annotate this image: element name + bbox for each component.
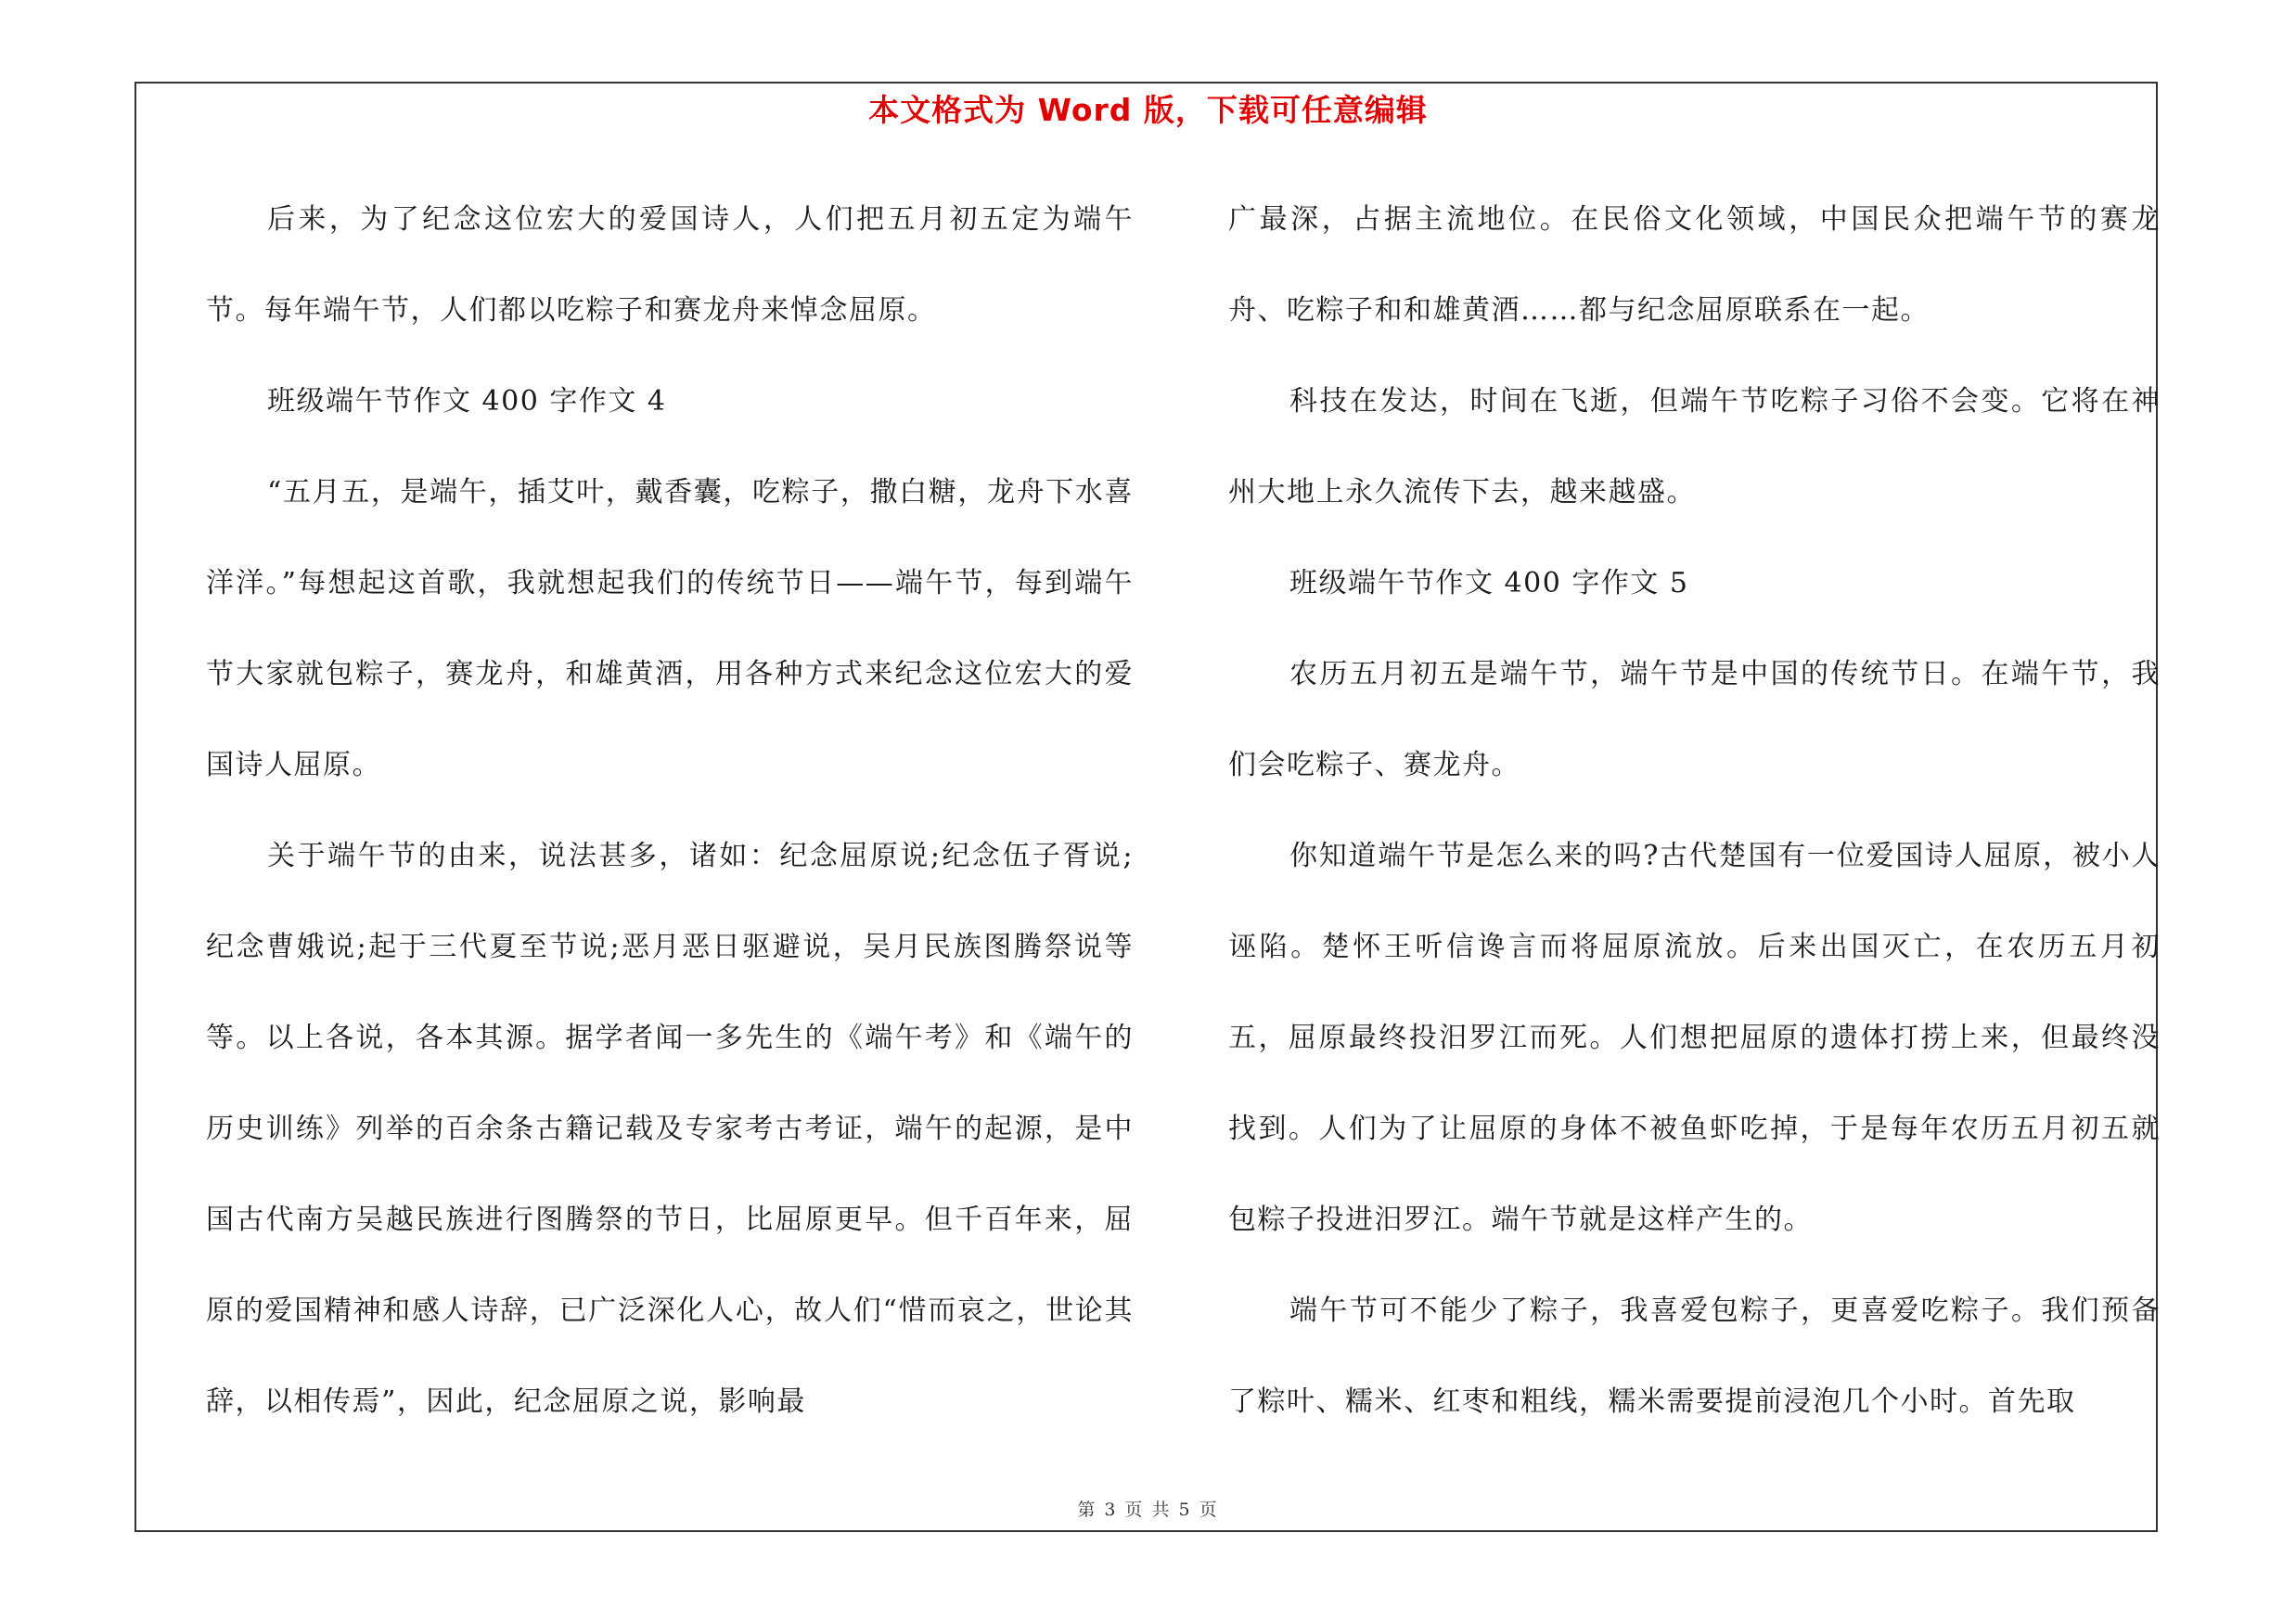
left-column — [206, 174, 1134, 1448]
paragraph: “五月五，是端午，插艾叶，戴香囊，吃粽子，撒白糖，龙舟下水喜洋洋。”每想起这首歌，我就想起我们的传统节日——端午节，每到端午节大家就包粽子，赛龙舟，和雄黄酒，用各种方式来纪念这位宏大的爱国诗人屈原。 — [206, 476, 1134, 781]
paragraph: 后来，为了纪念这位宏大的爱国诗人，人们把五月初五定为端午节。每年端午节，人们都以吃粽子和赛龙舟来悼念屈原。 — [206, 203, 1134, 327]
paragraph-continued: 广最深，占据主流地位。在民俗文化领域，中国民众把端午节的赛龙舟、吃粽子和和雄黄酒……都与纪念屈原联系在一起。 — [1228, 203, 2161, 327]
paragraph: 科技在发达，时间在飞逝，但端午节吃粽子习俗不会变。它将在神州大地上永久流传下去，越来越盛。 — [1228, 385, 2161, 509]
paragraph: 农历五月初五是端午节，端午节是中国的传统节日。在端午节，我们会吃粽子、赛龙舟。 — [1228, 658, 2161, 781]
paragraph: 你知道端午节是怎么来的吗?古代楚国有一位爱国诗人屈原，被小人诬陷。楚怀王听信谗言而将屈原流放。后来出国灭亡，在农历五月初五，屈原最终投汨罗江而死。人们想把屈原的遗体打捞上来，但最终没找到。人们为了让屈原的身体不被鱼虾吃掉，于是每年农历五月初五就包粽子投进汨罗江。端午节就是这样产生的。 — [1228, 840, 2161, 1236]
essay-heading: 班级端午节作文 400 字作文 5 — [1289, 567, 1689, 599]
edit-notice-banner: 本文格式为 Word 版，下载可任意编辑 — [868, 92, 1428, 128]
page-number: 第 3 页 共 5 页 — [1077, 1500, 1219, 1520]
right-column — [1228, 174, 2161, 1448]
paragraph: 关于端午节的由来，说法甚多，诸如：纪念屈原说;纪念伍子胥说;纪念曹娥说;起于三代夏至节说;恶月恶日驱避说，吴月民族图腾祭说等等。以上各说，各本其源。据学者闻一多先生的《端午考》和《端午的历史训练》列举的百余条古籍记载及专家考古考证，端午的起源，是中国古代南方吴越民族进行图腾祭的节日，比屈原更早。但千百年来，屈原的爱国精神和感人诗辞，已广泛深化人心，故人们“惜而哀之，世论其辞，以相传焉”，因此，纪念屈原之说，影响最 — [206, 840, 1134, 1418]
essay-heading: 班级端午节作文 400 字作文 4 — [267, 385, 667, 418]
paragraph: 端午节可不能少了粽子，我喜爱包粽子，更喜爱吃粽子。我们预备了粽叶、糯米、红枣和粗线，糯米需要提前浸泡几个小时。首先取 — [1228, 1295, 2161, 1418]
